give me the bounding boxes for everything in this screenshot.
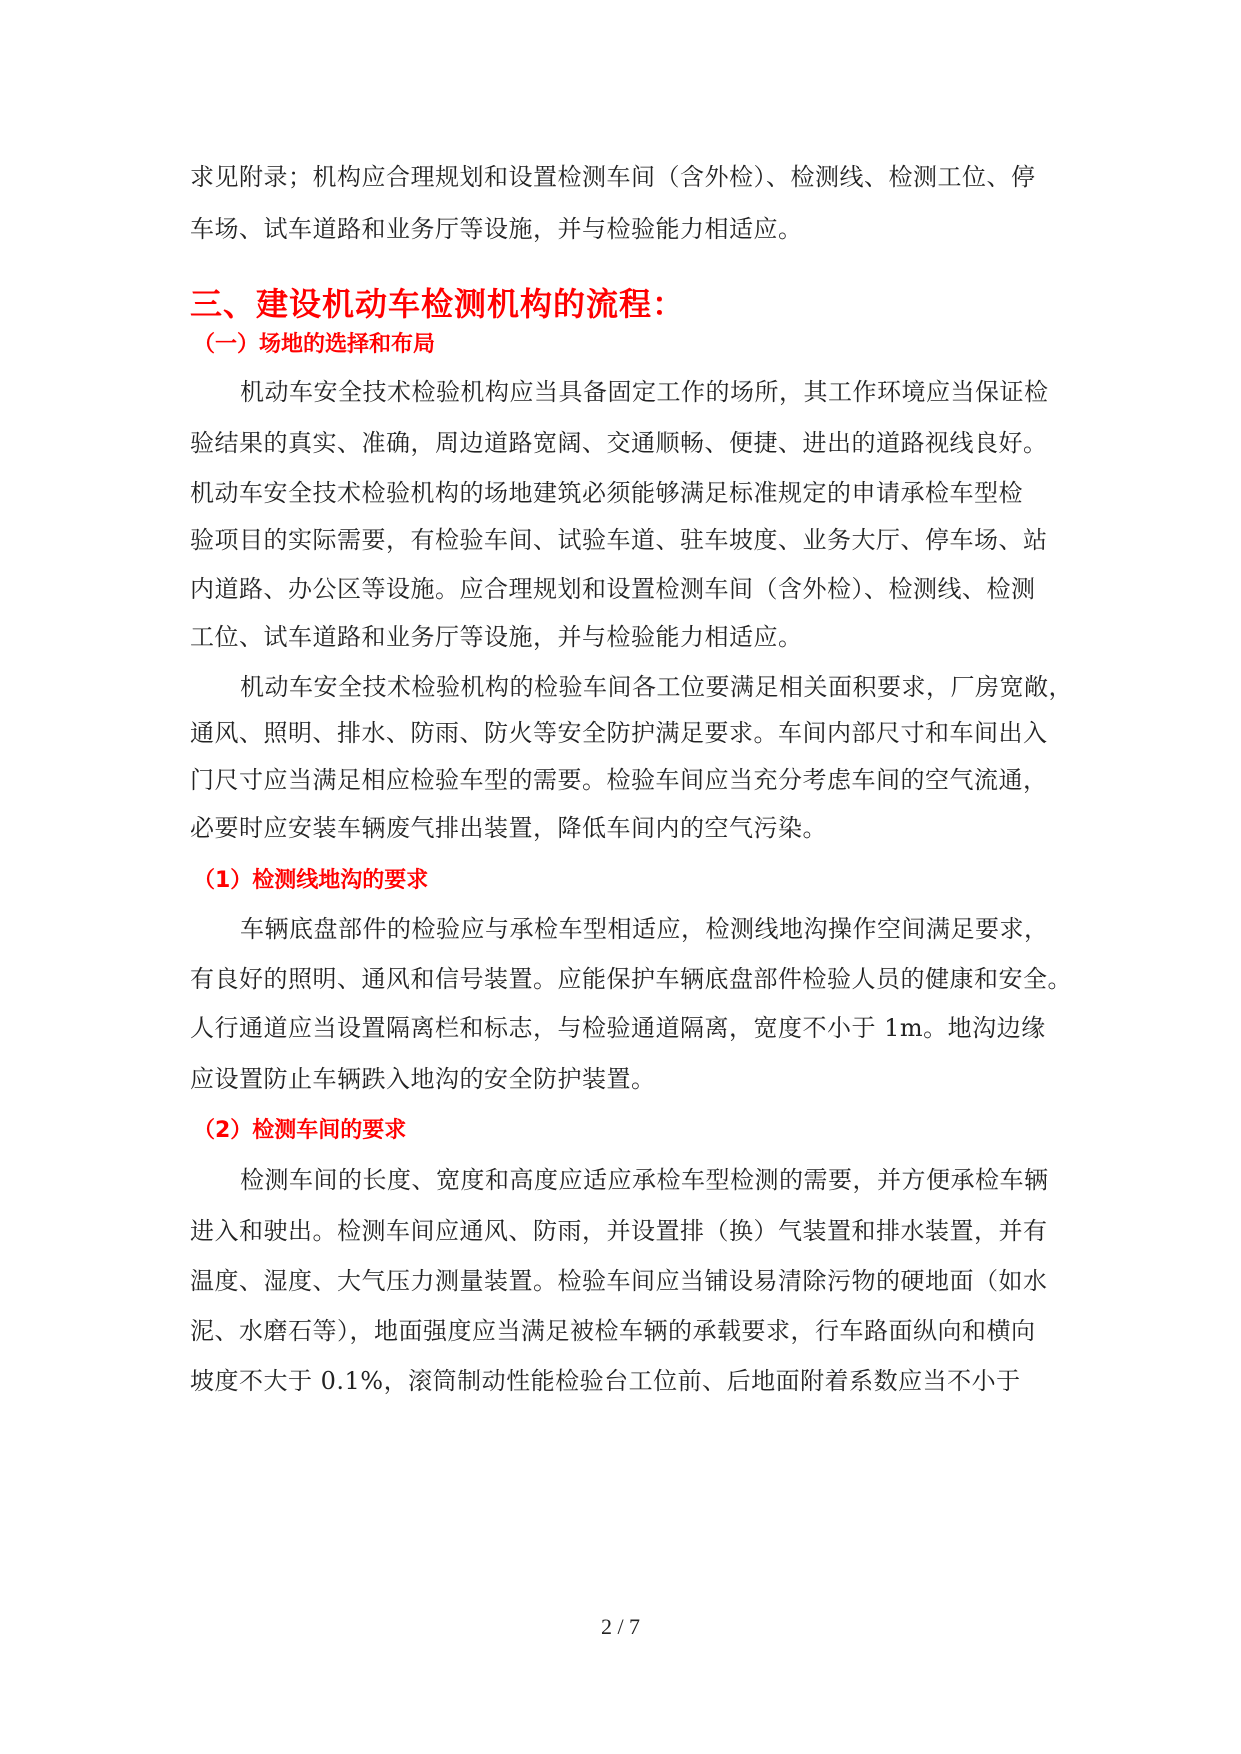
paragraph-line: 验结果的真实、准确，周边道路宽阔、交通顺畅、便捷、进出的道路视线良好。: [190, 429, 1048, 457]
paragraph-line: 验项目的实际需要，有检验车间、试验车道、驻车坡度、业务大厅、停车场、站: [190, 526, 1048, 554]
subsection-heading-site: （一）场地的选择和布局: [193, 332, 436, 357]
paragraph-line: 机动车安全技术检验机构的检验车间各工位要满足相关面积要求，厂房宽敞，: [240, 673, 1073, 701]
subsection-heading-pit: （1）检测线地沟的要求: [193, 868, 429, 893]
paragraph-line: 进入和驶出。检测车间应通风、防雨，并设置排（换）气装置和排水装置，并有: [190, 1217, 1048, 1245]
paragraph-line: 机动车安全技术检验机构的场地建筑必须能够满足标准规定的申请承检车型检: [190, 479, 1023, 507]
paragraph-line: 有良好的照明、通风和信号装置。应能保护车辆底盘部件检验人员的健康和安全。: [190, 965, 1072, 993]
paragraph-line: 车辆底盘部件的检验应与承检车型相适应，检测线地沟操作空间满足要求，: [240, 915, 1049, 943]
paragraph-line: 坡度不大于 0.1%，滚筒制动性能检验台工位前、后地面附着系数应当不小于: [190, 1367, 1021, 1395]
paragraph-line: 应设置防止车辆跌入地沟的安全防护装置。: [190, 1065, 656, 1093]
paragraph-line: 温度、湿度、大气压力测量装置。检验车间应当铺设易清除污物的硬地面（如水: [190, 1267, 1048, 1295]
paragraph-line: 门尺寸应当满足相应检验车型的需要。检验车间应当充分考虑车间的空气流通，: [190, 766, 1048, 794]
paragraph-line: 工位、试车道路和业务厅等设施，并与检验能力相适应。: [190, 623, 803, 651]
paragraph-line: 必要时应安装车辆废气排出装置，降低车间内的空气污染。: [190, 814, 827, 842]
intro-line-1: 求见附录；机构应合理规划和设置检测车间（含外检）、检测线、检测工位、停: [190, 163, 1036, 191]
paragraph-line: 泥、水磨石等），地面强度应当满足被检车辆的承载要求，行车路面纵向和横向: [190, 1317, 1036, 1345]
intro-line-2: 车场、试车道路和业务厅等设施，并与检验能力相适应。: [190, 215, 803, 243]
paragraph-line: 检测车间的长度、宽度和高度应适应承检车型检测的需要，并方便承检车辆: [240, 1166, 1049, 1194]
page-number: 2 / 7: [600, 1614, 641, 1639]
paragraph-line: 通风、照明、排水、防雨、防火等安全防护满足要求。车间内部尺寸和车间出入: [190, 719, 1048, 747]
paragraph-line: 机动车安全技术检验机构应当具备固定工作的场所，其工作环境应当保证检: [240, 378, 1049, 406]
paragraph-line: 人行通道应当设置隔离栏和标志，与检验通道隔离，宽度不小于 1m。地沟边缘: [190, 1014, 1046, 1042]
paragraph-line: 内道路、办公区等设施。应合理规划和设置检测车间（含外检）、检测线、检测: [190, 575, 1036, 603]
subsection-heading-workshop: （2）检测车间的要求: [193, 1118, 407, 1143]
section-heading: 三、建设机动车检测机构的流程：: [190, 285, 686, 323]
